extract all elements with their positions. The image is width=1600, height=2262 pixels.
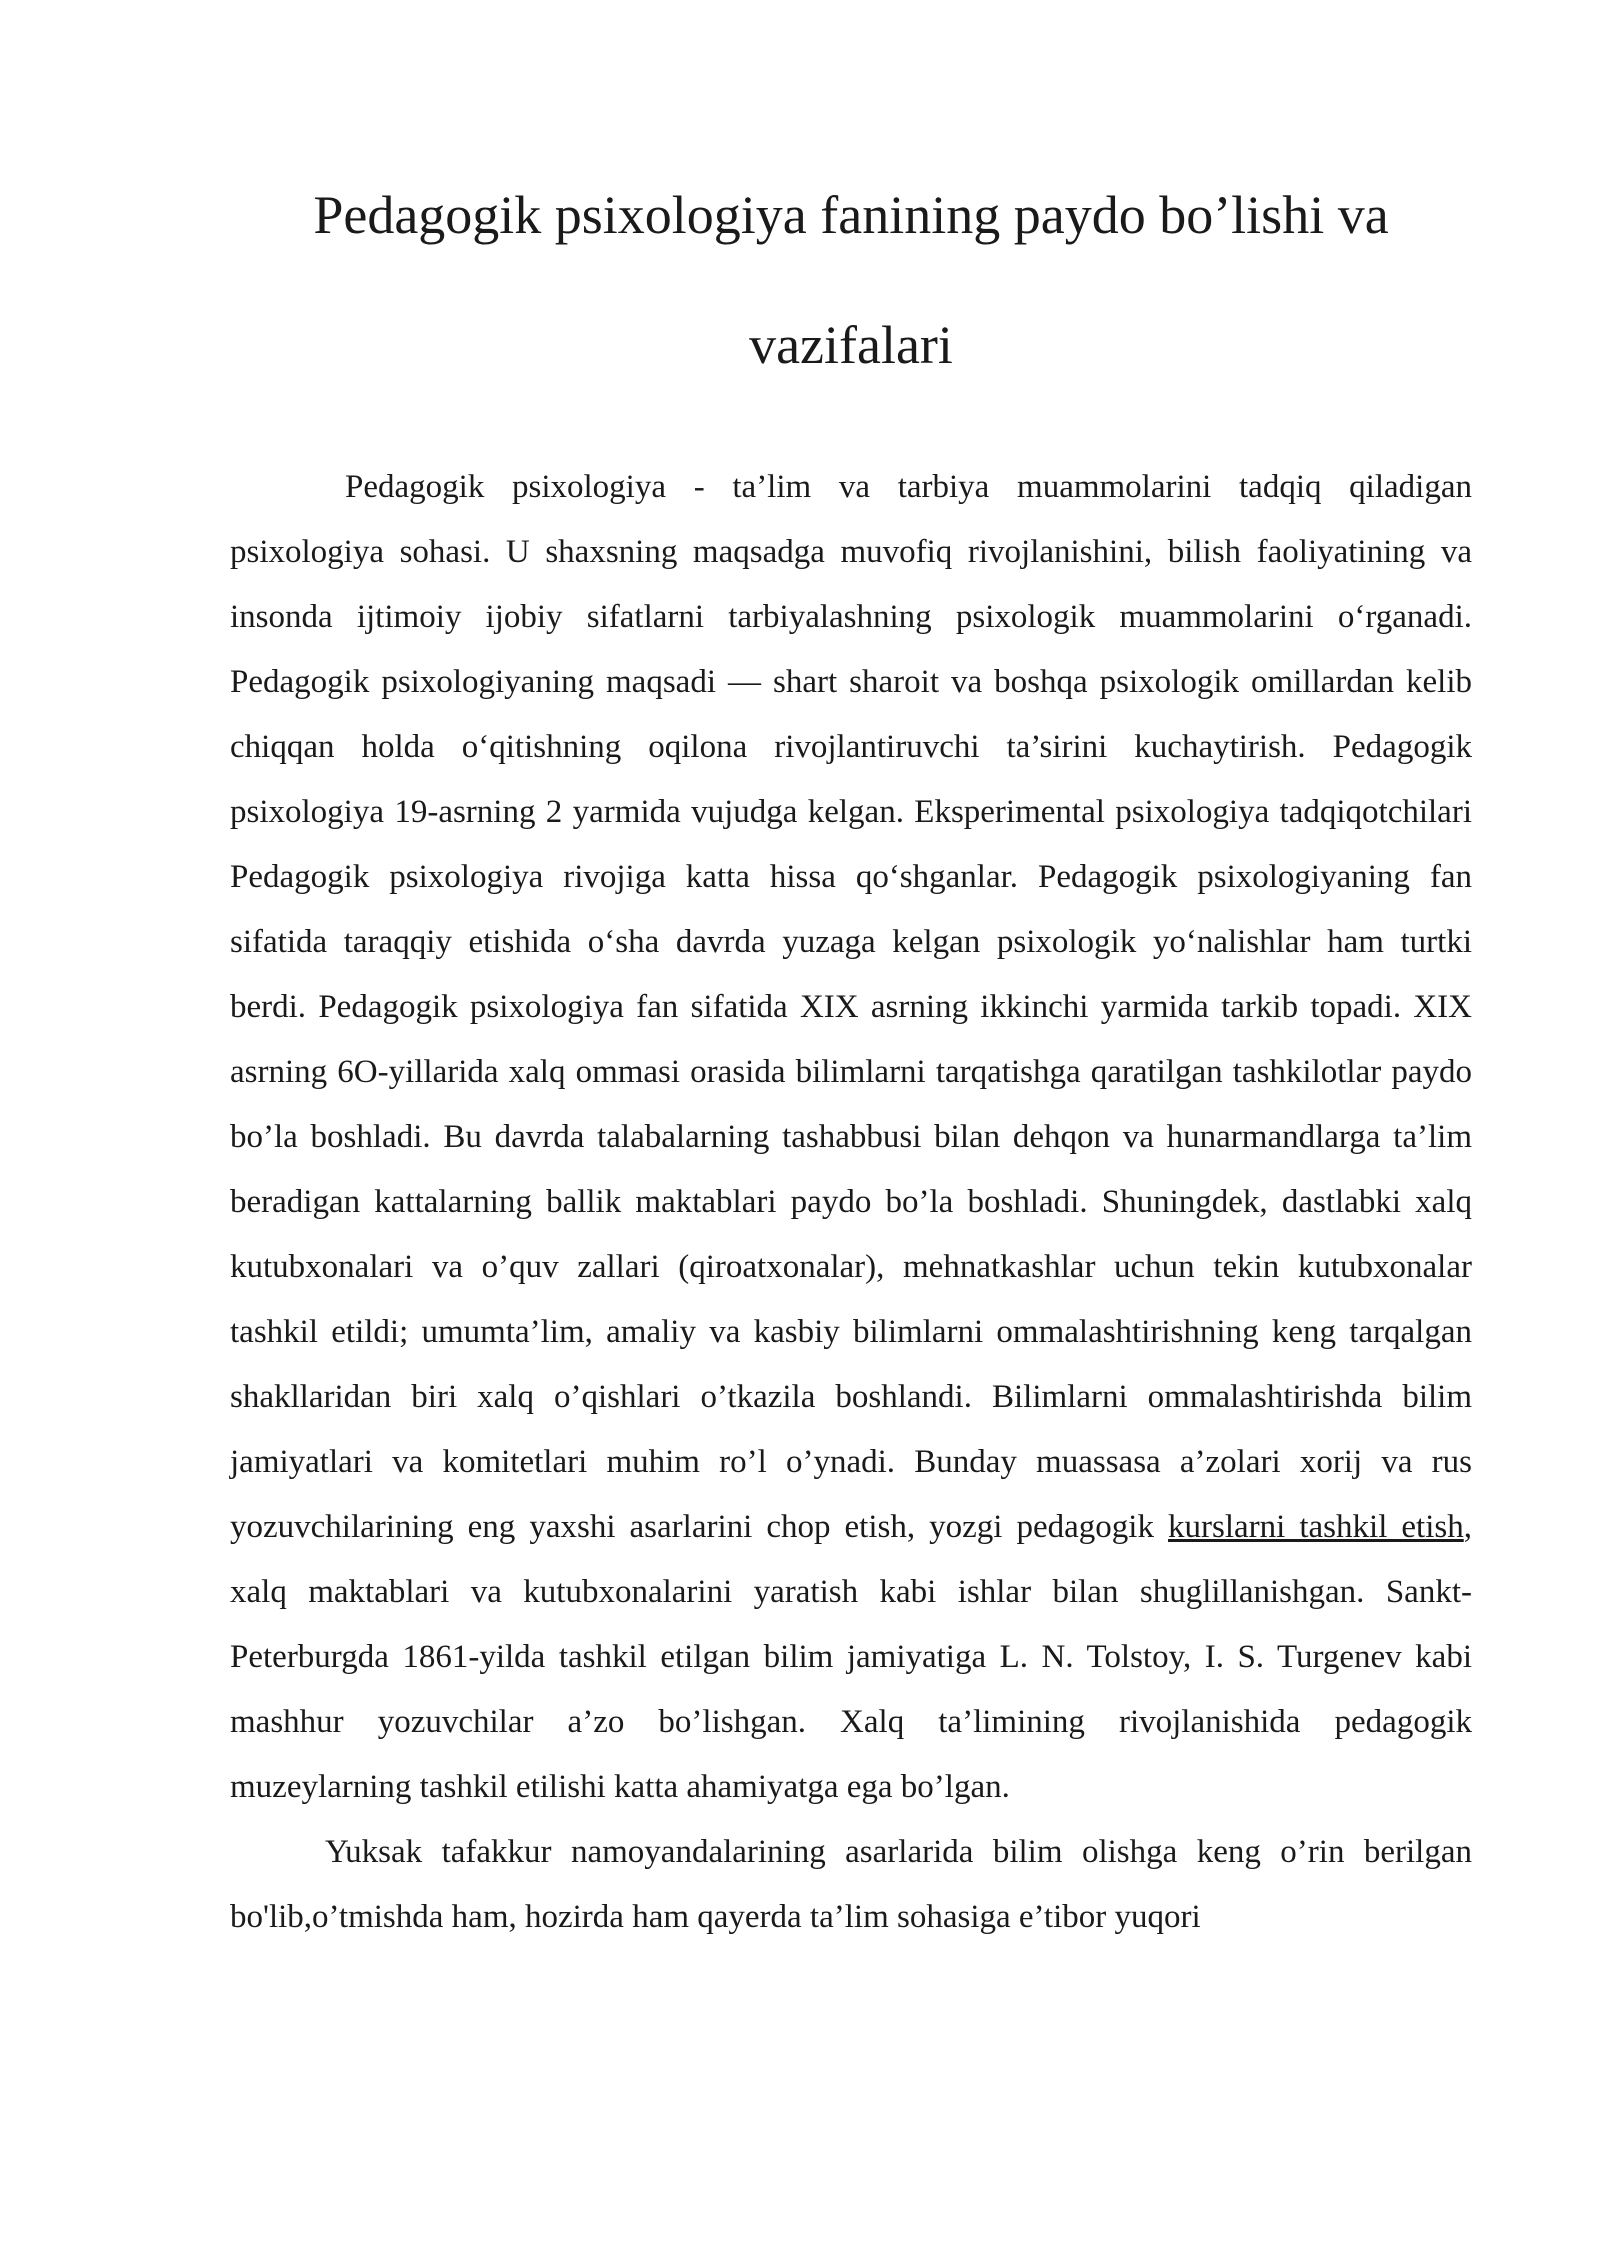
courses-link[interactable]: kurslarni tashkil etish [1168, 1509, 1464, 1545]
paragraph-2: Yuksak tafakkur namoyandalarining asarlarida bilim olishga keng o’rin berilgan bo'lib,o’tmishda ham, hozirda ham qayerda ta’lim sohasiga e’tibor yuqori [230, 1834, 1472, 1935]
title-line-2: vazifalari [749, 315, 953, 375]
paragraph-1-text-end: , xalq maktablari va kutubxonalarini yaratish kabi ishlar bilan shuglillanishgan. Sankt-Peterburgda 1861-yilda tashkil etilgan bilim jamiyatiga L. N. Tolstoy, I. S. Turgenev kabi mashhur yozuvchilar a’zo bo’lishgan. Xalq ta’limining rivojlanishida pedagogik muzeylarning tashkil etilishi katta ahamiyatga ega bo’lgan. [230, 1509, 1472, 1805]
title-line-1: Pedagogik psixologiya fanining paydo bo’lishi va [313, 185, 1389, 245]
paragraph-1-text: Pedagogik psixologiya - ta’lim va tarbiya muammolarini tadqiq qiladigan psixologiya sohasi. U shaxsning maqsadga muvofiq rivojlanishini, bilish faoliyatining va insonda ijtimoiy ijobiy sifatlarni tarbiyalashning psixologik muammolarini oʻrganadi. Pedagogik psixologiyaning maqsadi — shart sharoit va boshqa psixologik omillardan kelib chiqqan holda oʻqitishning oqilona rivojlantiruvchi ta’sirini kuchaytirish. Pedagogik psixologiya 19-asrning 2 yarmida vujudga kelgan. Eksperimental psixologiya tadqiqotchilari Pedagogik psixologiya rivojiga katta hissa qoʻshganlar. Pedagogik psixologiyaning fan sifatida taraqqiy etishida oʻsha davrda yuzaga kelgan psixologik yoʻnalishlar ham turtki berdi. Pedagogik psixologiya fan sifatida XIX asrning ikkinchi yarmida tarkib topadi. XIX asrning 6O-yillarida xalq ommasi orasida bilimlarni tarqatishga qaratilgan tashkilotlar paydo bo’la boshladi. Bu davrda talabalarning tashabbusi bilan dehqon va hunarmandlarga ta’lim beradigan kattalarning ballik maktablari paydo bo’la boshladi. Shuningdek, dastlabki xalq kutubxonalari va o’quv zallari (qiroatxonalar), mehnatkashlar uchun tekin kutubxonalar tashkil etildi; umumta’lim, amaliy va kasbiy bilimlarni ommalashtirishning keng tarqalgan shakllaridan biri xalq o’qishlari o’tkazila boshlandi. Bilimlarni ommalashtirishda bilim jamiyatlari va komitetlari muhim ro’l o’ynadi. Bunday muassasa a’zolari xorij va rus yozuvchilarining eng yaxshi asarlarini chop etish, yozgi pedagogik [230, 469, 1472, 1545]
document-title [230, 150, 1472, 410]
document-body [230, 455, 1472, 1950]
paragraph-1 [230, 455, 1472, 1820]
